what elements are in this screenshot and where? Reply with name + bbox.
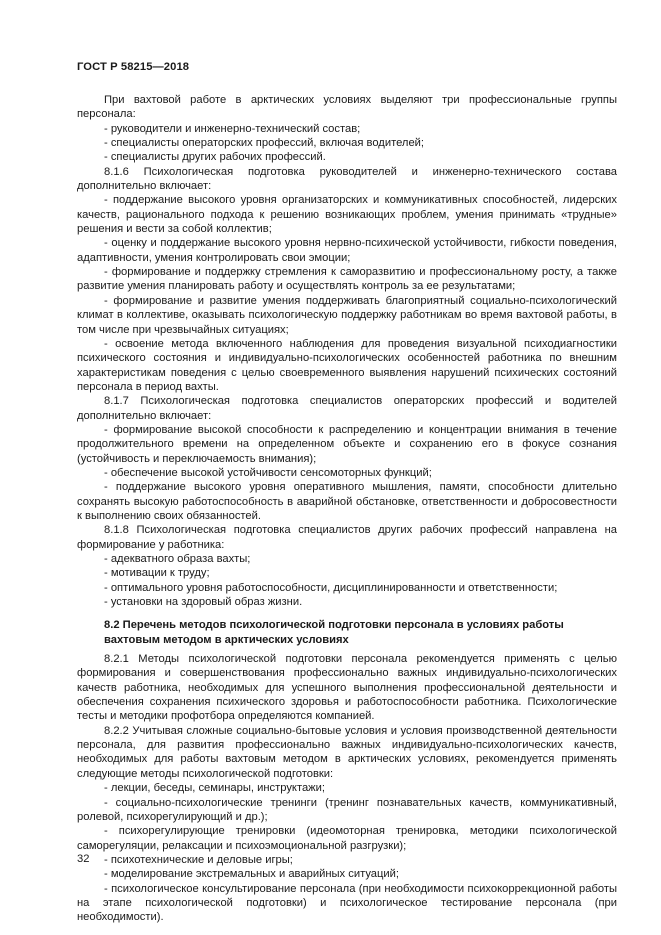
clause-8-1-8: 8.1.8 Психологическая подготовка специалистов других рабочих профессий направлена на формирование у работника:: [77, 524, 617, 551]
list-item: - освоение метода включенного наблюдения для проведения визуальной психодиагностики психического состояния и индивидуально-психологических особенностей работника по внешним характеристикам поведения с целью своевременного выявления нарушений психических состояний персонала в период вахты.: [77, 337, 617, 393]
list-item: - моделирование экстремальных и аварийных ситуаций;: [104, 868, 400, 881]
section-title-8-2: [77, 618, 617, 647]
list-item: - специалисты операторских профессий, включая водителей;: [104, 137, 425, 150]
section-title-line-2: вахтовым методом в арктических условиях: [104, 633, 349, 646]
clause-8-1-6: 8.1.6 Психологическая подготовка руководителей и инженерно-технического состава дополнительно включает:: [77, 165, 617, 193]
list-item: - социально-психологические тренинги (тренинг познавательных качеств, коммуникативный, ролевой, психорегулирующий и др.);: [77, 796, 617, 823]
list-item: - оптимального уровня работоспособности, дисциплинированности и ответственности;: [104, 581, 558, 594]
page-number: 32: [77, 853, 90, 865]
section-title-line-1: 8.2 Перечень методов психологической подготовки персонала в условиях работы: [104, 619, 564, 632]
list-item: - поддержание высокого уровня оперативного мышления, памяти, способности длительно сохранять высокую работоспособность в аварийной обстановке, ответственности и добросовестности к выполнению своих обязанностей.: [77, 481, 617, 522]
list-item: - мотивации к труду;: [104, 567, 210, 580]
list-item: - формирование высокой способности к распределению и концентрации внимания в течение продолжительного времени на определенном объекте и сохранению его в фокусе сознания (устойчивость и переключаемость внимания);: [77, 423, 617, 465]
clause-8-1-7: 8.1.7 Психологическая подготовка специалистов операторских профессий и водителей дополнительно включает:: [77, 395, 617, 422]
clause-8-2-2: 8.2.2 Учитывая сложные социально-бытовые условия и условия производственной деятельности персонала, для развития профессионально важных индивидуально-психологических качеств, необходимых для работы вахтовым методом в арктических условиях, рекомендуется применять следующие методы психологической подготовки:: [77, 724, 617, 780]
document-body: [77, 93, 617, 925]
clause-8-2-1: 8.2.1 Методы психологической подготовки персонала рекомендуется применять с целью формирования и совершенствования профессионально важных индивидуально-психологических качеств работника, необходимых для успешного выполнения профессиональной деятельности и обеспечения сохранения психического здоровья и работоспособности работника. Психологические тесты и методики профотбора определяются компанией.: [77, 653, 617, 723]
list-item: - лекции, беседы, семинары, инструктажи;: [104, 782, 326, 795]
list-item: - адекватного образа вахты;: [104, 553, 251, 565]
list-item: - психологическое консультирование персонала (при необходимости психокоррекционной работы на этапе психологической подготовки) и психологическое тестирование персонала (при необходимости).: [77, 882, 617, 924]
list-item: - психотехнические и деловые игры;: [104, 853, 293, 866]
list-item: - оценку и поддержание высокого уровня нервно-психической устойчивости, гибкости поведения, адаптивности, умения контролировать свои эмоции;: [77, 237, 617, 264]
list-item: - формирование и поддержку стремления к саморазвитию и профессиональному росту, а также развитие умения планировать работу и осуществлять контроль за ее результатами;: [77, 266, 617, 293]
intro-paragraph: При вахтовой работе в арктических условиях выделяют три профессиональные группы персонала:: [77, 94, 617, 121]
list-item: - формирование и развитие умения поддерживать благоприятный социально-психологический климат в коллективе, оказывать психологическую поддержку работникам во время вахтовой работы, в том числе при чрезвычайных ситуациях;: [77, 294, 617, 336]
list-item: - специалисты других рабочих профессий.: [104, 151, 326, 164]
list-item: - обеспечение высокой устойчивости сенсомоторных функций;: [104, 466, 432, 479]
list-item: - руководители и инженерно-технический состав;: [104, 122, 361, 135]
list-item: - психорегулирующие тренировки (идеомоторная тренировка, методики психологической саморегуляции, релаксации и психоэмоциональной разгрузки);: [77, 825, 617, 852]
document-code: ГОСТ Р 58215—2018: [77, 61, 190, 73]
list-item: - поддержание высокого уровня организаторских и коммуникативных способностей, лидерских качеств, рационального подхода к решению возникающих проблем, умения принимать «трудные» решения и вести за собой коллектив;: [77, 194, 617, 236]
list-item: - установки на здоровый образ жизни.: [104, 596, 303, 609]
